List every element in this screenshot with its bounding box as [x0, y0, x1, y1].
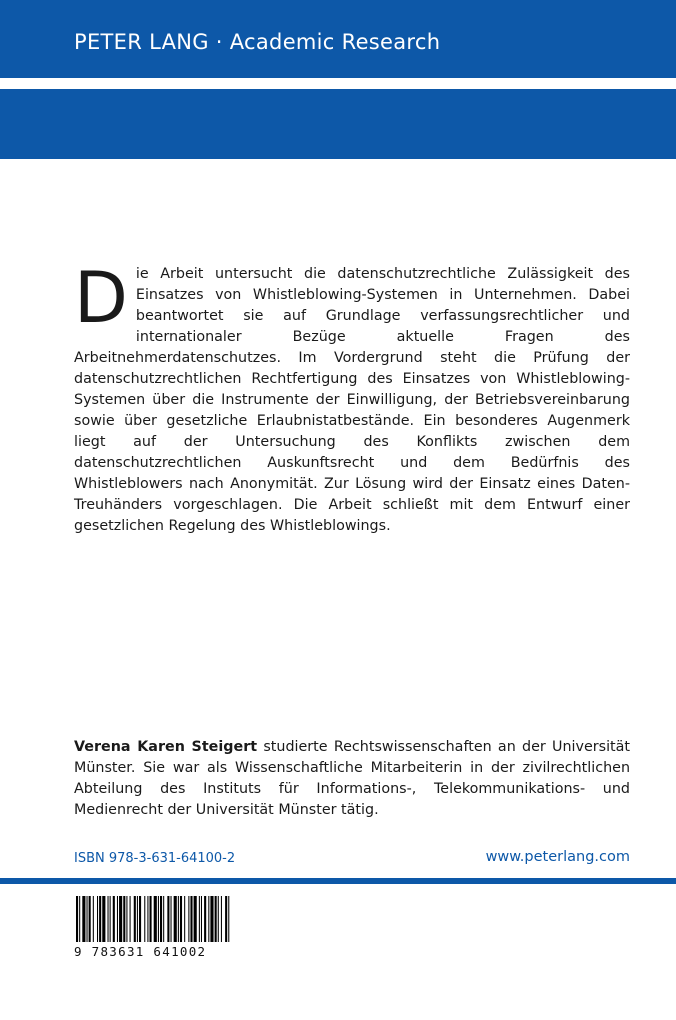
barcode-bar — [134, 896, 136, 942]
abstract — [74, 257, 630, 537]
barcode-bar — [178, 896, 179, 942]
barcode-bar — [201, 896, 202, 942]
barcode-bar — [93, 896, 94, 942]
barcode-bar — [119, 896, 122, 942]
barcode-bar — [97, 896, 98, 942]
barcode-bar — [190, 896, 192, 942]
barcode-bar — [137, 896, 138, 942]
barcode-bar — [117, 896, 118, 942]
barcode-bar — [184, 896, 185, 942]
header-band — [0, 0, 676, 78]
publisher-url[interactable]: www.peterlang.com — [485, 849, 630, 865]
abstract-text: ie Arbeit untersucht die datenschutzrechtliche Zulässigkeit des Einsatzes von Whistleblowing-Systemen in Unternehmen. Dabei beantwortet sie auf Grundlage verfassungsrechtlicher und internationaler Bezüge aktuelle Fragen des Arbeitnehmerdatenschutzes. Im Vordergrund steht die Prüfung der datenschutzrechtlichen Rechtfertigung des Einsatzes von Whistleblowing-Systemen über die Instrumente der Einwilligung, der Betriebsvereinbarung sowie über gesetzliche Erlaubnistatbestände. Ein besonderes Augenmerk liegt auf der Untersuchung des Konflikts zwischen dem datenschutzrechtlichen Auskunftsrecht und dem Bedürfnis des Whistleblowers nach Anonymität. Zur Lösung wird der Einsatz eines Daten-Treuhänders vorgeschlagen. Die Arbeit schließt mit dem Entwurf einer gesetzlichen Regelung des Whistleblowings. — [74, 266, 630, 534]
barcode-bar — [225, 896, 227, 942]
barcode-bar — [108, 896, 109, 942]
barcode-bar — [139, 896, 141, 942]
series-band — [0, 89, 676, 224]
series-number: II / 5444 — [74, 200, 161, 224]
barcode-bar — [154, 896, 157, 942]
barcode-bar — [163, 896, 164, 942]
barcode-bar — [188, 896, 189, 942]
barcode-bar — [89, 896, 91, 942]
author-name: Verena Karen Steigert — [74, 739, 258, 755]
barcode-bar — [113, 896, 115, 942]
barcode-bar — [180, 896, 182, 942]
barcode-bar — [228, 896, 229, 942]
author-bio — [74, 737, 630, 821]
barcode-bar — [147, 896, 148, 942]
barcode-bar — [123, 896, 125, 942]
barcode — [74, 896, 232, 942]
drop-cap: D — [74, 257, 128, 339]
publisher-title: PETER LANG · Academic Research — [74, 30, 441, 54]
barcode-bar — [87, 896, 88, 942]
barcode-bar — [167, 896, 169, 942]
barcode-bar — [208, 896, 209, 942]
barcode-bar — [194, 896, 197, 942]
barcode-bar — [158, 896, 159, 942]
barcode-bar — [150, 896, 152, 942]
barcode-bar — [174, 896, 177, 942]
barcode-bar — [218, 896, 219, 942]
barcode-bar — [171, 896, 172, 942]
barcode-bar — [102, 896, 105, 942]
barcode-bar — [204, 896, 206, 942]
barcode-bar — [110, 896, 111, 942]
barcode-bar — [76, 896, 78, 942]
author-bio-text: studierte Rechtswissenschaften an der Universität Münster. Sie war als Wissenschaftliche Mitarbeiterin in der zivilrechtlichen Abteilung des Instituts für Informations-, Telekommunikations- und Medienrecht der Universität Münster tätig. — [74, 739, 631, 818]
barcode-bar — [160, 896, 162, 942]
barcode-bar — [99, 896, 101, 942]
footer-band — [0, 878, 676, 884]
barcode-digits: 9 783631 641002 — [74, 944, 207, 959]
barcode-bar — [126, 896, 127, 942]
barcode-bar — [221, 896, 222, 942]
barcode-bar — [199, 896, 200, 942]
barcode-bar — [210, 896, 213, 942]
isbn: ISBN 978-3-631-64100-2 — [74, 851, 236, 866]
barcode-bar — [79, 896, 80, 942]
barcode-bar — [82, 896, 85, 942]
barcode-bar — [215, 896, 217, 942]
barcode-bar — [144, 896, 145, 942]
barcode-bar — [130, 896, 131, 942]
